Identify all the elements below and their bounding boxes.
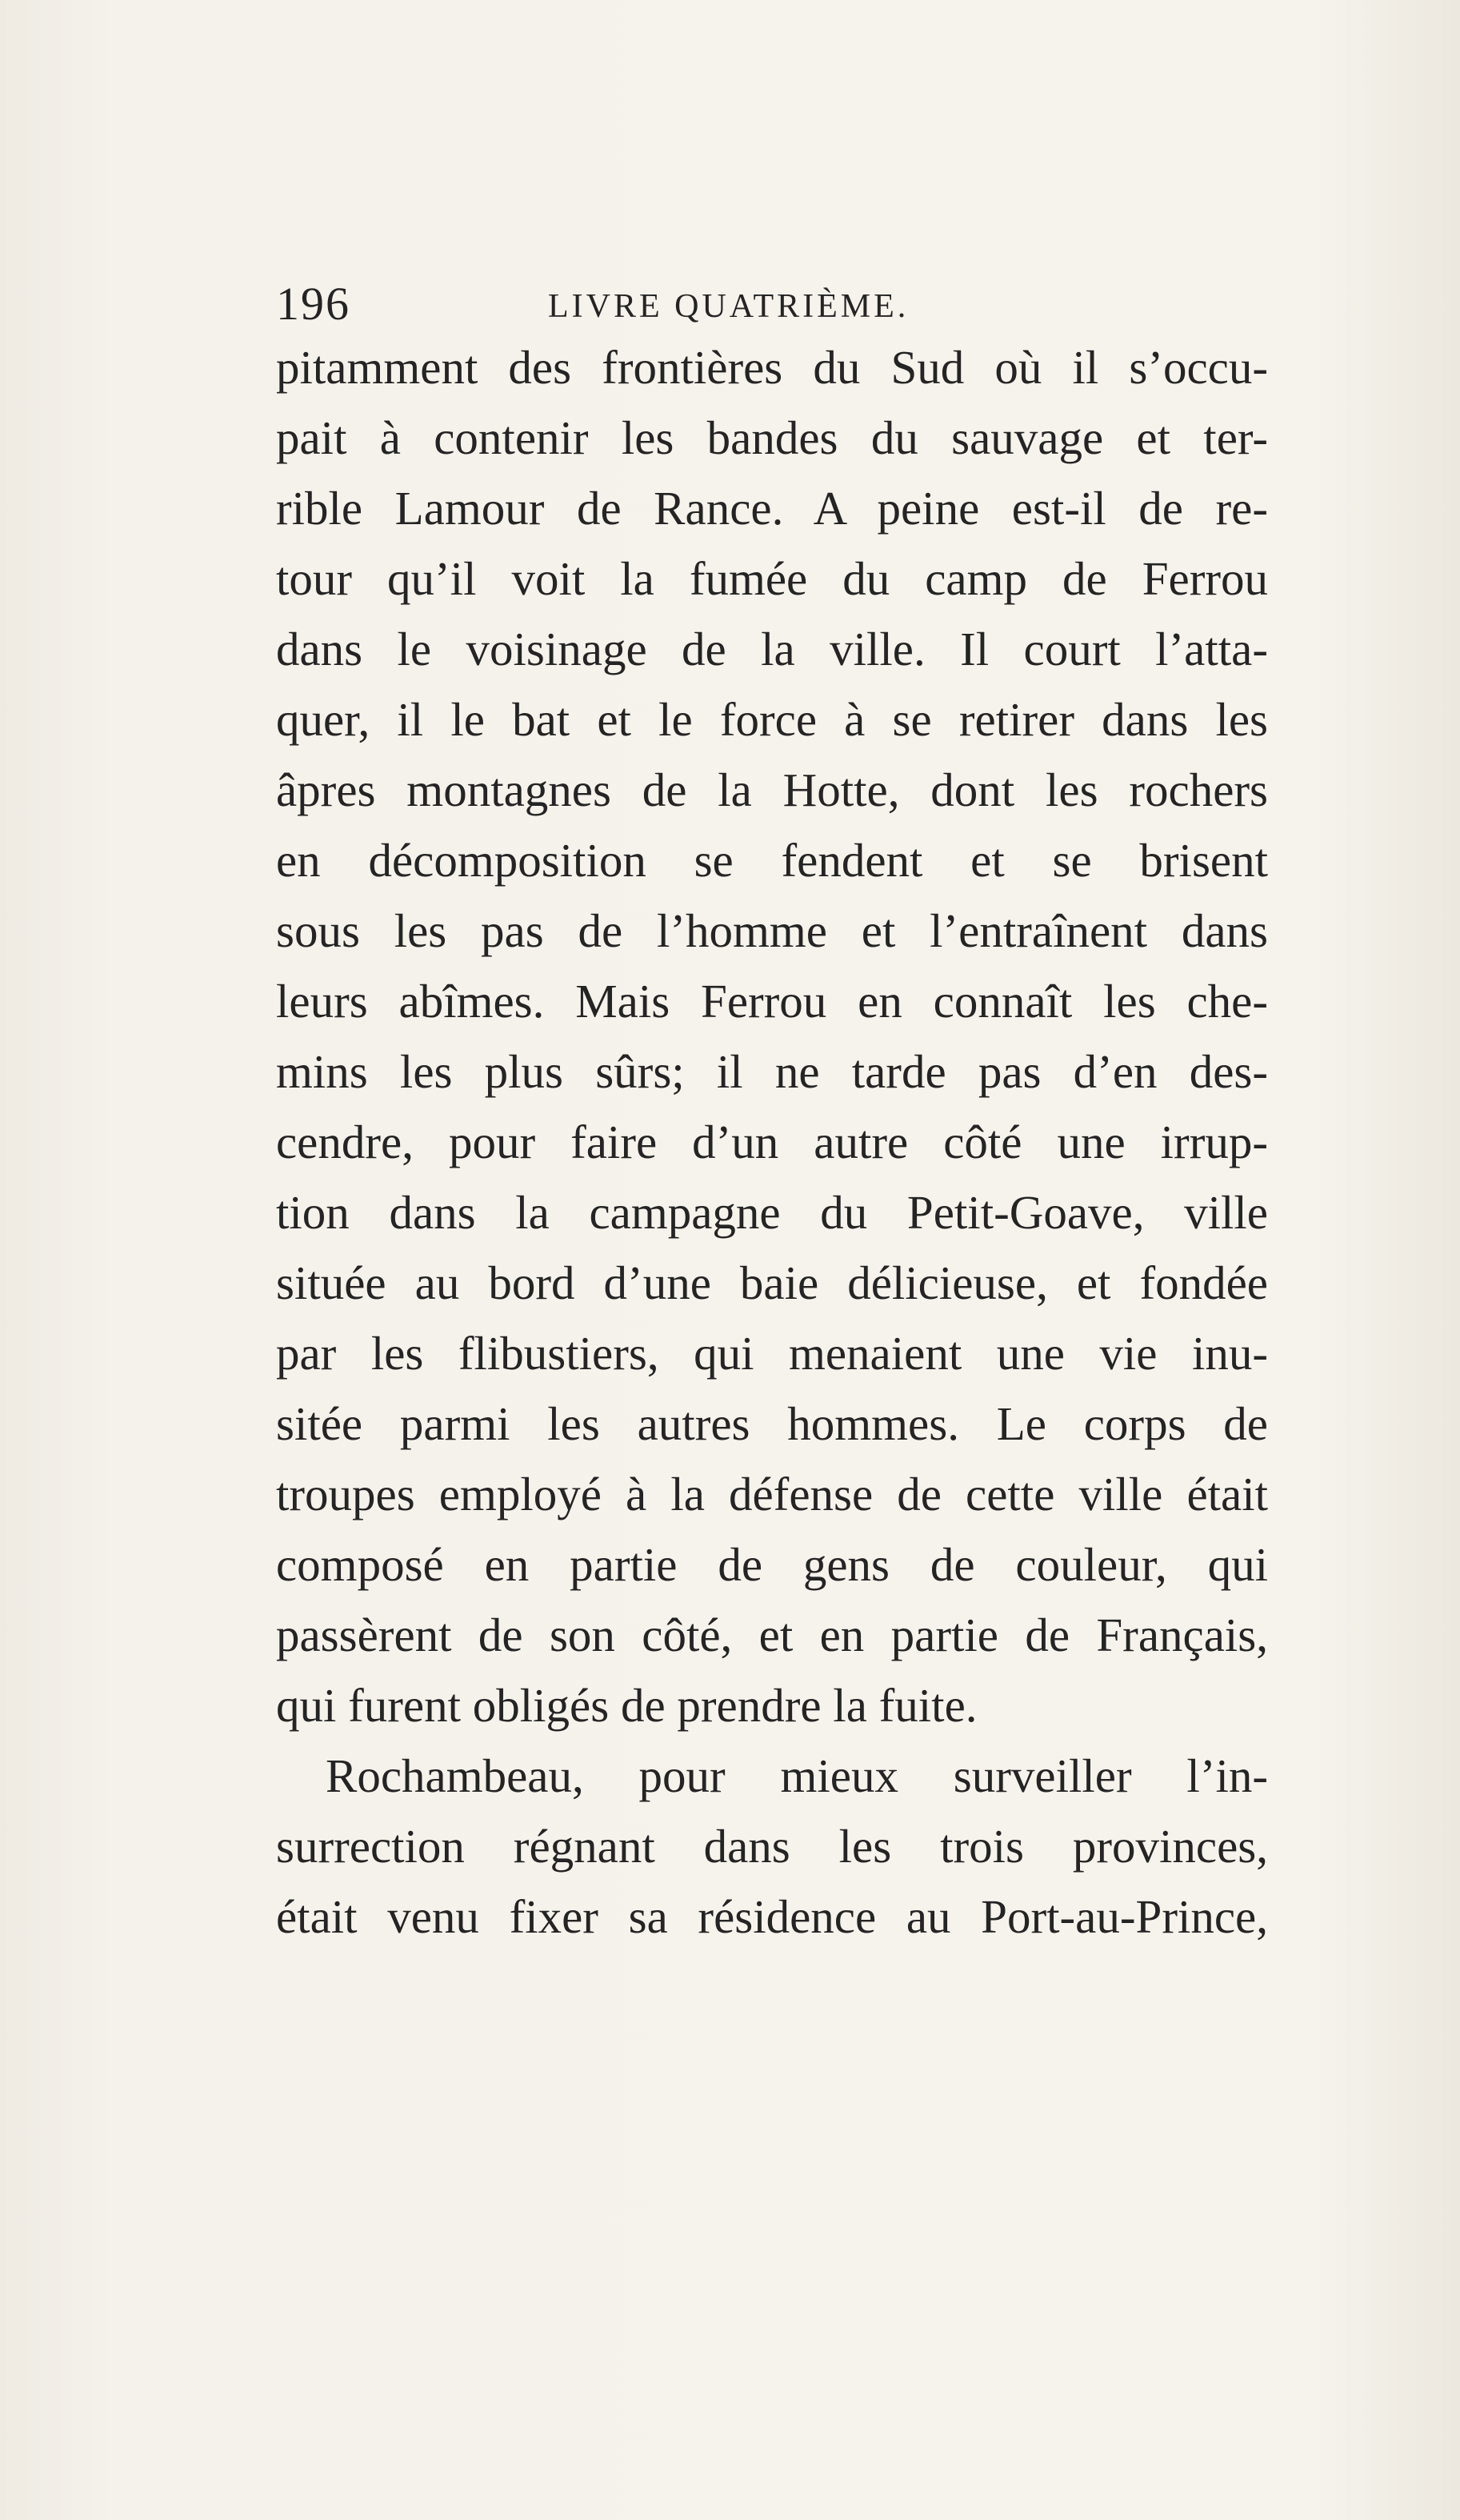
text-line: sitée parmi les autres hommes. Le corps de: [276, 1397, 1268, 1450]
body-text: [276, 332, 1268, 1952]
text-line: rible Lamour de Rance. A peine est-il de re-: [276, 482, 1268, 535]
text-line: pait à contenir les bandes du sauvage et ter-: [276, 411, 1268, 464]
text-line: cendre, pour faire d’un autre côté une irrup-: [276, 1116, 1268, 1168]
text-line: était venu fixer sa résidence au Port-au-Prince,: [276, 1890, 1268, 1943]
text-line: qui furent obligés de prendre la fuite.: [276, 1679, 978, 1732]
text-line: surrection régnant dans les trois provinces,: [276, 1820, 1268, 1873]
text-line: Rochambeau, pour mieux surveiller l’in-: [326, 1749, 1268, 1802]
text-line: pitamment des frontières du Sud où il s’occu-: [276, 341, 1268, 394]
page-header: [276, 276, 1268, 332]
text-line: située au bord d’une baie délicieuse, et fondée: [276, 1256, 1268, 1309]
text-line: troupes employé à la défense de cette ville était: [276, 1468, 1268, 1520]
text-line: passèrent de son côté, et en partie de Français,: [276, 1609, 1268, 1661]
text-line: leurs abîmes. Mais Ferrou en connaît les che-: [276, 975, 1268, 1028]
running-head: LIVRE QUATRIÈME.: [548, 288, 910, 325]
text-line: quer, il le bat et le force à se retirer dans les: [276, 693, 1268, 746]
text-line: mins les plus sûrs; il ne tarde pas d’en des-: [276, 1045, 1268, 1098]
text-line: sous les pas de l’homme et l’entraînent dans: [276, 904, 1268, 957]
text-line: âpres montagnes de la Hotte, dont les rochers: [276, 763, 1268, 816]
page-number: 196: [276, 278, 350, 330]
text-line: composé en partie de gens de couleur, qui: [276, 1538, 1268, 1591]
text-line: en décomposition se fendent et se brisent: [276, 834, 1268, 887]
text-line: tion dans la campagne du Petit-Goave, ville: [276, 1186, 1268, 1239]
text-line: par les flibustiers, qui menaient une vie inu-: [276, 1327, 1268, 1380]
text-line: tour qu’il voit la fumée du camp de Ferrou: [276, 552, 1268, 605]
text-line: dans le voisinage de la ville. Il court l’atta-: [276, 623, 1268, 675]
